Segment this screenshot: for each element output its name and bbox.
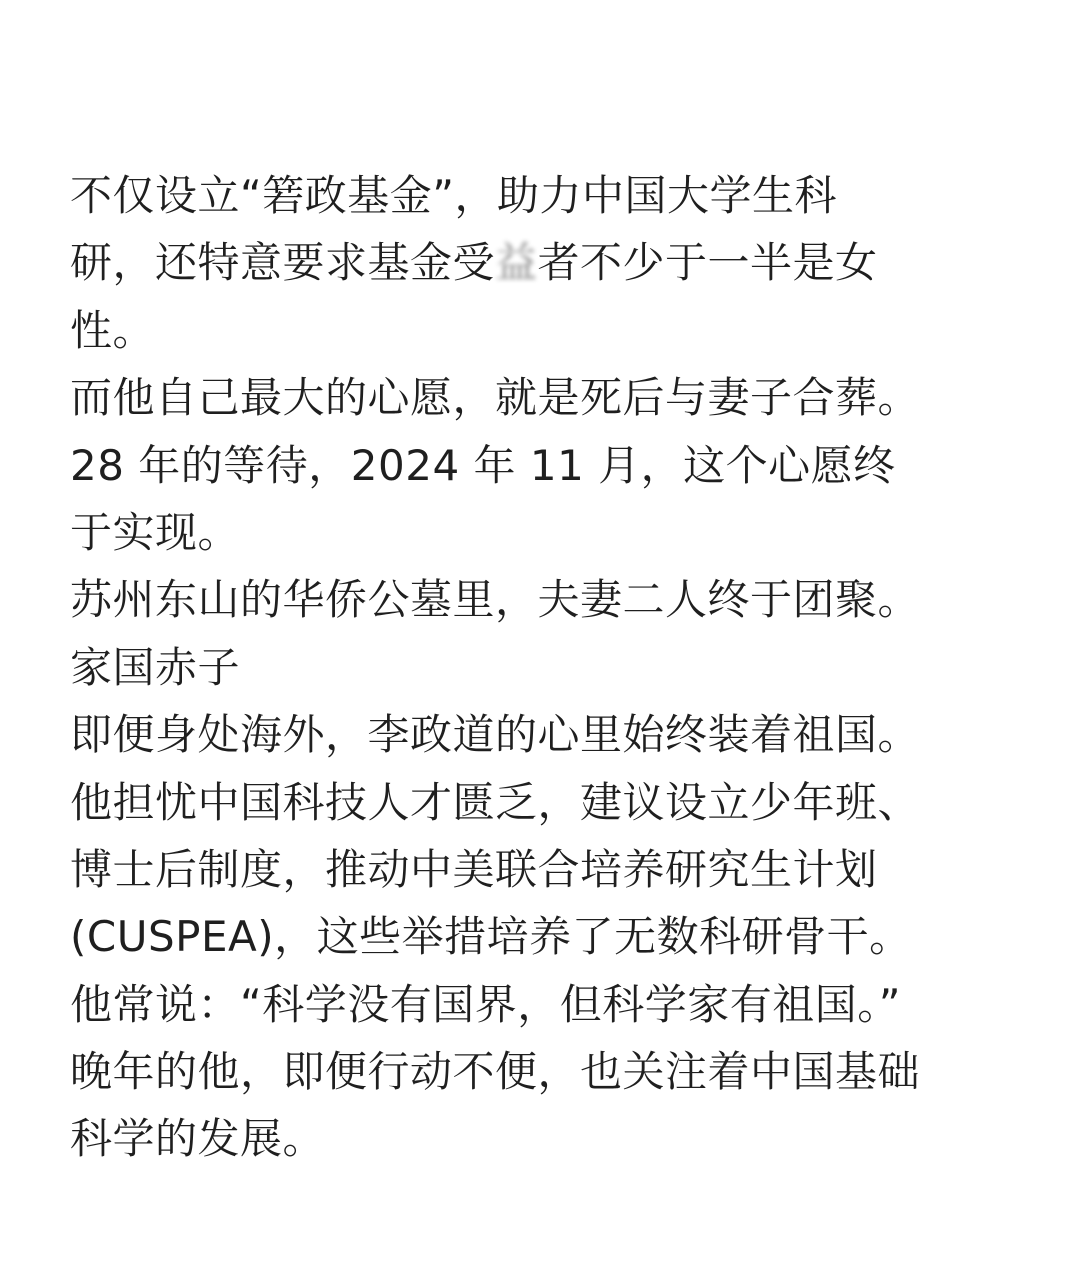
blurred-char: 益	[495, 238, 538, 288]
text-line: 科学的发展。	[70, 1114, 326, 1164]
text-line: (CUSPEA)，这些举措培养了无数科研骨干。	[70, 912, 912, 962]
text-line: 博士后制度，推动中美联合培养研究生计划	[70, 844, 878, 894]
text-line: 于实现。	[70, 507, 241, 557]
text-line: 不仅设立“箬政基金”，助力中国大学生科	[70, 171, 838, 220]
text-line: 28 年的等待，2024 年 11 月，这个心愿终	[70, 440, 896, 490]
text-line: 即便身处海外，李政道的心里始终装着祖国。	[70, 710, 921, 760]
text-line: 他担忧中国科技人才匮乏，建议设立少年班、	[70, 777, 921, 827]
article-body	[70, 162, 1030, 1173]
text-segment: 研，还特意要求基金受	[70, 238, 496, 288]
text-segment: 者不少于一半是女	[537, 238, 878, 288]
text-line: 晚年的他，即便行动不便，也关注着中国基础	[70, 1047, 921, 1097]
text-line: 他常说：“科学没有国界，但科学家有祖国。”	[70, 979, 902, 1029]
text-line: 而他自己最大的心愿，就是死后与妻子合葬。	[70, 373, 921, 423]
text-line: 苏州东山的华侨公墓里，夫妻二人终于团聚。	[70, 575, 921, 625]
text-line	[70, 229, 1030, 296]
text-line: 性。	[70, 305, 156, 355]
section-heading: 家国赤子	[70, 642, 241, 692]
